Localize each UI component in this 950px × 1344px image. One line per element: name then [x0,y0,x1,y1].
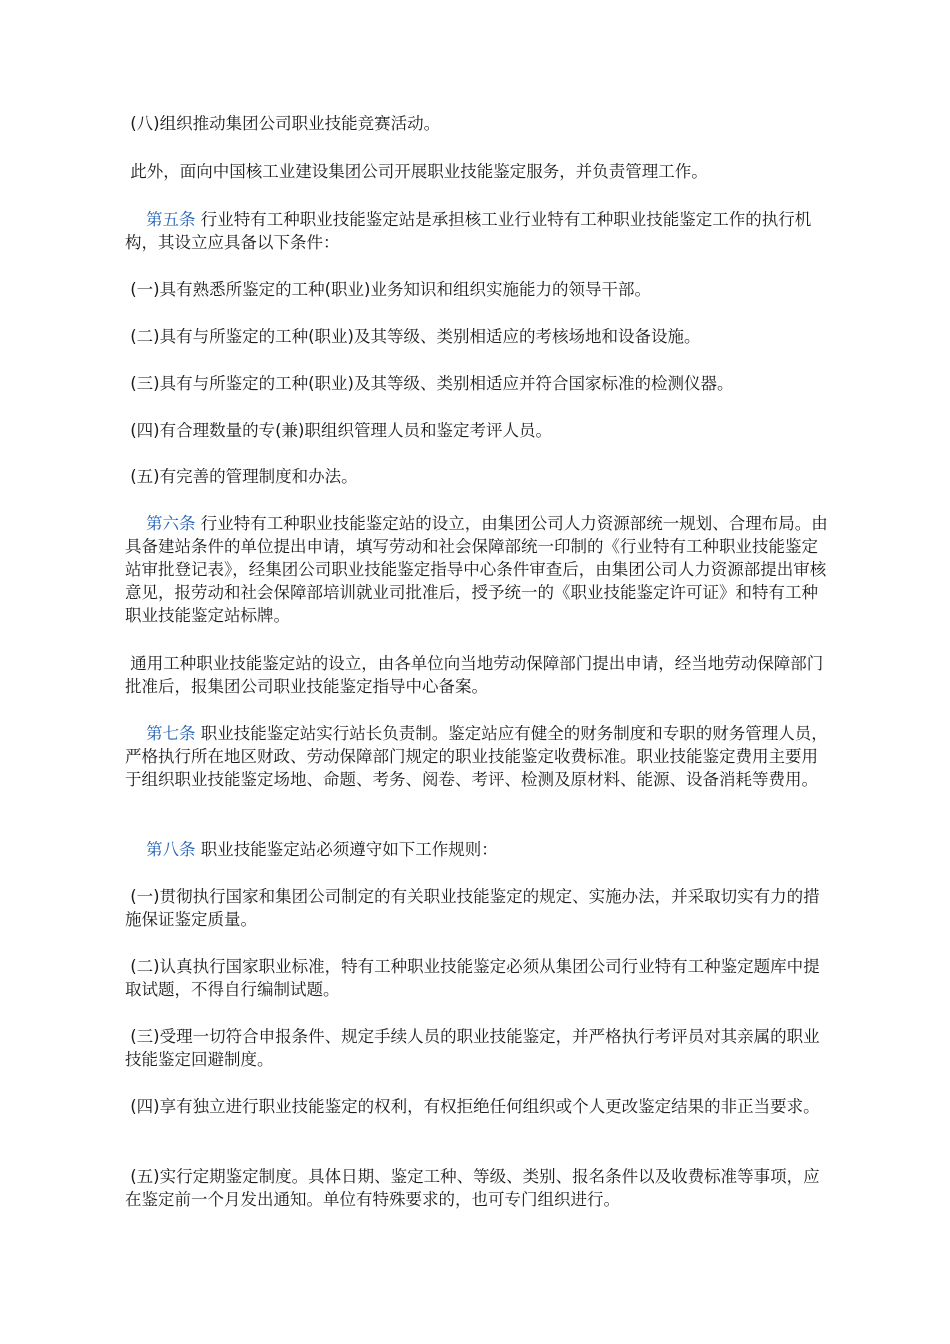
paragraph-condition-4: (四)有合理数量的专(兼)职组织管理人员和鉴定考评人员。 [130,421,552,440]
paragraph-general-station: 通用工种职业技能鉴定站的设立，由各单位向当地劳动保障部门提出申请，经当地劳动保障部门批准后，报集团公司职业技能鉴定指导中心备案。 [125,654,824,696]
paragraph-rule-1: (一)贯彻执行国家和集团公司制定的有关职业技能鉴定的规定、实施办法，并采取切实有力的措施保证鉴定质量。 [125,887,820,929]
paragraph-condition-1: (一)具有熟悉所鉴定的工种(职业)业务知识和组织实施能力的领导干部。 [130,280,651,299]
article-number-6: 第六条 [145,514,196,533]
paragraph-rule-4: (四)享有独立进行职业技能鉴定的权利，有权拒绝任何组织或个人更改鉴定结果的非正当要求。 [130,1097,820,1116]
paragraph-article-5: 第五条 行业特有工种职业技能鉴定站是承担核工业行业特有工种职业技能鉴定工作的执行机构，其设立应具备以下条件： [125,210,812,252]
article-number-7: 第七条 [145,724,196,743]
article-number-5: 第五条 [145,210,196,229]
article-number-8: 第八条 [145,840,196,859]
paragraph-article-6: 第六条 行业特有工种职业技能鉴定站的设立，由集团公司人力资源部统一规划、合理布局。由具备建站条件的单位提出申请，填写劳动和社会保障部统一印制的《行业特有工种职业技能鉴定站审批登记表》，经集团公司职业技能鉴定指导中心条件审查后，由集团公司人力资源部提出审核意见，报劳动和社会保障部培训就业司批准后，授予统一的《职业技能鉴定许可证》和特有工种职业技能鉴定站标牌。 [125,514,828,625]
paragraph-condition-2: (二)具有与所鉴定的工种(职业)及其等级、类别相适应的考核场地和设备设施。 [130,327,701,346]
paragraph-condition-3: (三)具有与所鉴定的工种(职业)及其等级、类别相适应并符合国家标准的检测仪器。 [130,374,734,393]
paragraph-additional-scope: 此外，面向中国核工业建设集团公司开展职业技能鉴定服务，并负责管理工作。 [130,162,708,181]
paragraph-article-8: 第八条 职业技能鉴定站必须遵守如下工作规则： [145,840,498,859]
paragraph-rule-3: (三)受理一切符合申报条件、规定手续人员的职业技能鉴定，并严格执行考评员对其亲属的职业技能鉴定回避制度。 [125,1027,820,1069]
paragraph-rule-5: (五)实行定期鉴定制度。具体日期、鉴定工种、等级、类别、报名条件以及收费标准等事项，应在鉴定前一个月发出通知。单位有特殊要求的，也可专门组织进行。 [125,1167,820,1209]
paragraph-rule-2: (二)认真执行国家职业标准，特有工种职业技能鉴定必须从集团公司行业特有工种鉴定题库中提取试题，不得自行编制试题。 [125,957,820,999]
paragraph-item-8: (八)组织推动集团公司职业技能竞赛活动。 [130,114,441,133]
paragraph-article-7: 第七条 职业技能鉴定站实行站长负责制。鉴定站应有健全的财务制度和专职的财务管理人员，严格执行所在地区财政、劳动保障部门规定的职业技能鉴定收费标准。职业技能鉴定费用主要用于组织职业技能鉴定场地、命题、考务、阅卷、考评、检测及原材料、能源、设备消耗等费用。 [125,724,828,789]
paragraph-condition-5: (五)有完善的管理制度和办法。 [130,467,358,486]
